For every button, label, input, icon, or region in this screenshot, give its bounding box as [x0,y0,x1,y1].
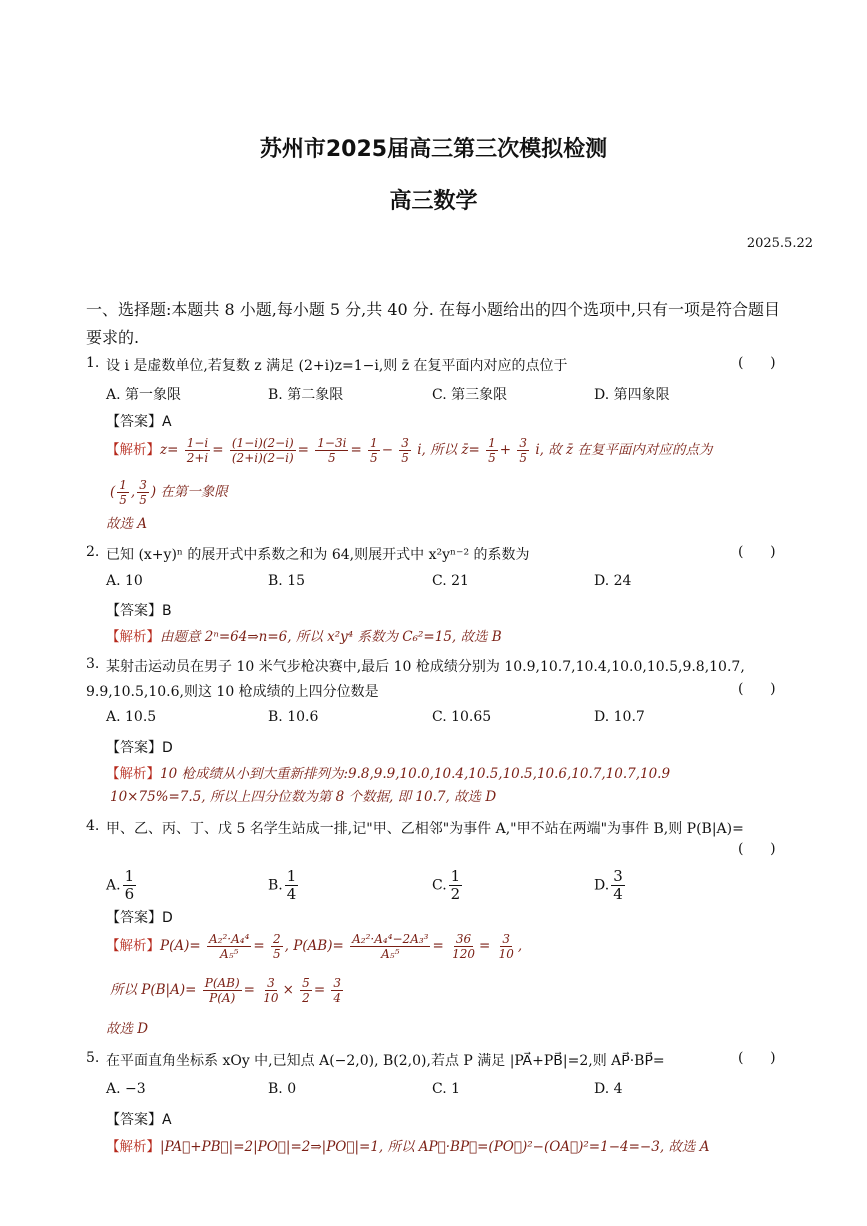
q2-option-c: C. 21 [432,573,469,589]
q1-option-a: A. 第一象限 [106,387,182,403]
q2-answer-blank: ( ) [738,544,776,560]
q1-conclusion: 故选 A [106,516,148,532]
q1-stem: 设 i 是虚数单位,若复数 z 满足 (2+i)z=1−i,则 z̄ 在复平面内对应的点位于 [106,358,568,374]
exam-date: 2025.5.22 [746,236,813,251]
q4-answer: 【答案】D [106,910,173,926]
q4-option-b: B. $\frac{1}{4}$ [268,867,297,903]
answer-label: 【答案】 [106,414,162,430]
q4-stem: 甲、乙、丙、丁、戊 5 名学生站成一排,记"甲、乙相邻"为事件 A,"甲不站在两端"为事件 B,则 P(B|A)= [106,821,744,837]
q3-answer-blank: ( ) [738,681,776,697]
q1-answer-value: A [162,414,172,430]
q1-number: 1. [86,355,100,371]
analysis-label: 【解析】 [106,442,160,458]
q3-number: 3. [86,656,100,672]
q2-analysis: 【解析】由题意 2ⁿ=64⇒n=6, 所以 x²y⁴ 系数为 C₆²=15, 故选 B [106,629,502,645]
q5-option-c: C. 1 [432,1081,461,1097]
q2-number: 2. [86,544,100,560]
q4-conclusion: 故选 D [106,1021,149,1037]
q1-frac-3: $\frac{1-3i}{5}$ [317,436,347,465]
q3-answer: 【答案】D [106,740,173,756]
q3-option-b: B. 10.6 [268,709,319,725]
q4-analysis-line1: 【解析】P(A)= $\frac{\text{A₂²·A₄⁴}}{\text{A₅⁵}}$ = $\frac{2}{5}$ , P(AB)= $\frac{\text{A₂²·A₄⁴−2A₃³}}{\text{A₅⁵}}$ = $\frac{36}{120}$ = $\frac{3}{10}$ , [106,932,523,961]
q5-analysis: 【解析】|PA⃗+PB⃗|=2|PO⃗|=2⇒|PO⃗|=1, 所以 AP⃗·BP⃗=(PO⃗)²−(OA⃗)²=1−4=−3, 故选 A [106,1139,710,1155]
q1-answer [106,411,172,431]
q1-frac-1: $\frac{1-i}{2+i}$ [186,436,209,465]
q3-analysis-line1: 【解析】10 枪成绩从小到大重新排列为:9.8,9.9,10.0,10.4,10.5,10.5,10.6,10.7,10.7,10.9 [106,766,671,782]
q5-answer-blank: ( ) [738,1050,776,1066]
q3-option-c: C. 10.65 [432,709,492,725]
q4-option-c: C. $\frac{1}{2}$ [432,867,461,903]
q2-option-a: A. 10 [106,573,143,589]
q4-answer-blank: ( ) [738,841,776,857]
q1-frac-2: $\frac{(1-i)(2-i)}{(2+i)(2-i)}$ [231,436,294,465]
q2-option-d: D. 24 [594,573,632,589]
section-heading: 一、选择题:本题共 8 小题,每小题 5 分,共 40 分. 在每小题给出的四个选项中,只有一项是符合题目要求的. [86,300,781,347]
q3-stem-line1: 某射击运动员在男子 10 米气步枪决赛中,最后 10 枪成绩分别为 10.9,10.7,10.4,10.0,10.5,9.8,10.7, [106,659,745,675]
q4-option-a: A. $\frac{1}{6}$ [106,867,135,903]
q4-analysis-line2: 所以 P(B|A)= $\frac{P(AB)}{P(A)}$ = $\frac{3}{10}$ × $\frac{5}{2}$ = $\frac{3}{4}$ [110,976,342,1005]
q1-frac-6: $\frac{1}{5}$ [488,436,496,465]
q3-option-d: D. 10.7 [594,709,645,725]
q1-analysis-line2: ( $\frac{1}{5}$ , $\frac{3}{5}$ ) 在第一象限 [110,478,228,507]
subject-title: 高三数学 [389,189,478,214]
q1-frac-7: $\frac{3}{5}$ [519,436,528,465]
q1-option-c: C. 第三象限 [432,387,508,403]
q5-answer: 【答案】A [106,1112,172,1128]
q1-answer-blank: ( ) [738,355,776,371]
q3-option-a: A. 10.5 [106,709,157,725]
q2-option-b: B. 15 [268,573,306,589]
q1-analysis-line1: 【解析】z= $\frac{1-i}{2+i}$ = $\frac{(1-i)(2-i)}{(2+i)(2-i)}$ = $\frac{1-3i}{5}$ = $\frac{1}{5}$ − $\frac{3}{5}$ i, 所以 z̄= $\frac{1}{5}$ + $\frac{3}{5}$ i, 故 z̄ 在复平面内对应的点为 [106,436,713,465]
q5-number: 5. [86,1050,100,1066]
q1-option-b: B. 第二象限 [268,387,344,403]
q3-analysis-line2: 10×75%=7.5, 所以上四分位数为第 8 个数据, 即 10.7, 故选 D [110,789,497,805]
q3-stem-line2: 9.9,10.5,10.6,则这 10 枪成绩的上四分位数是 [86,684,379,700]
q5-stem: 在平面直角坐标系 xOy 中,已知点 A(−2,0), B(2,0),若点 P 满足 |PA⃗+PB⃗|=2,则 AP⃗·BP⃗= [106,1053,665,1069]
q1-expr: z= [160,442,179,458]
q1-option-d: D. 第四象限 [594,387,670,403]
q4-number: 4. [86,818,100,834]
exam-title: 苏州市2025届高三第三次模拟检测 [259,137,608,162]
q5-option-b: B. 0 [268,1081,297,1097]
q5-option-a: A. −3 [106,1081,146,1097]
q5-option-d: D. 4 [594,1081,623,1097]
q1-frac-5: $\frac{3}{5}$ [401,436,409,465]
q4-option-d: D. $\frac{3}{4}$ [594,867,623,903]
q2-answer: 【答案】B [106,603,172,619]
q2-stem: 已知 (x+y)ⁿ 的展开式中系数之和为 64,则展开式中 x²yⁿ⁻² 的系数为 [106,547,530,563]
q1-frac-4: $\frac{1}{5}$ [370,436,378,465]
